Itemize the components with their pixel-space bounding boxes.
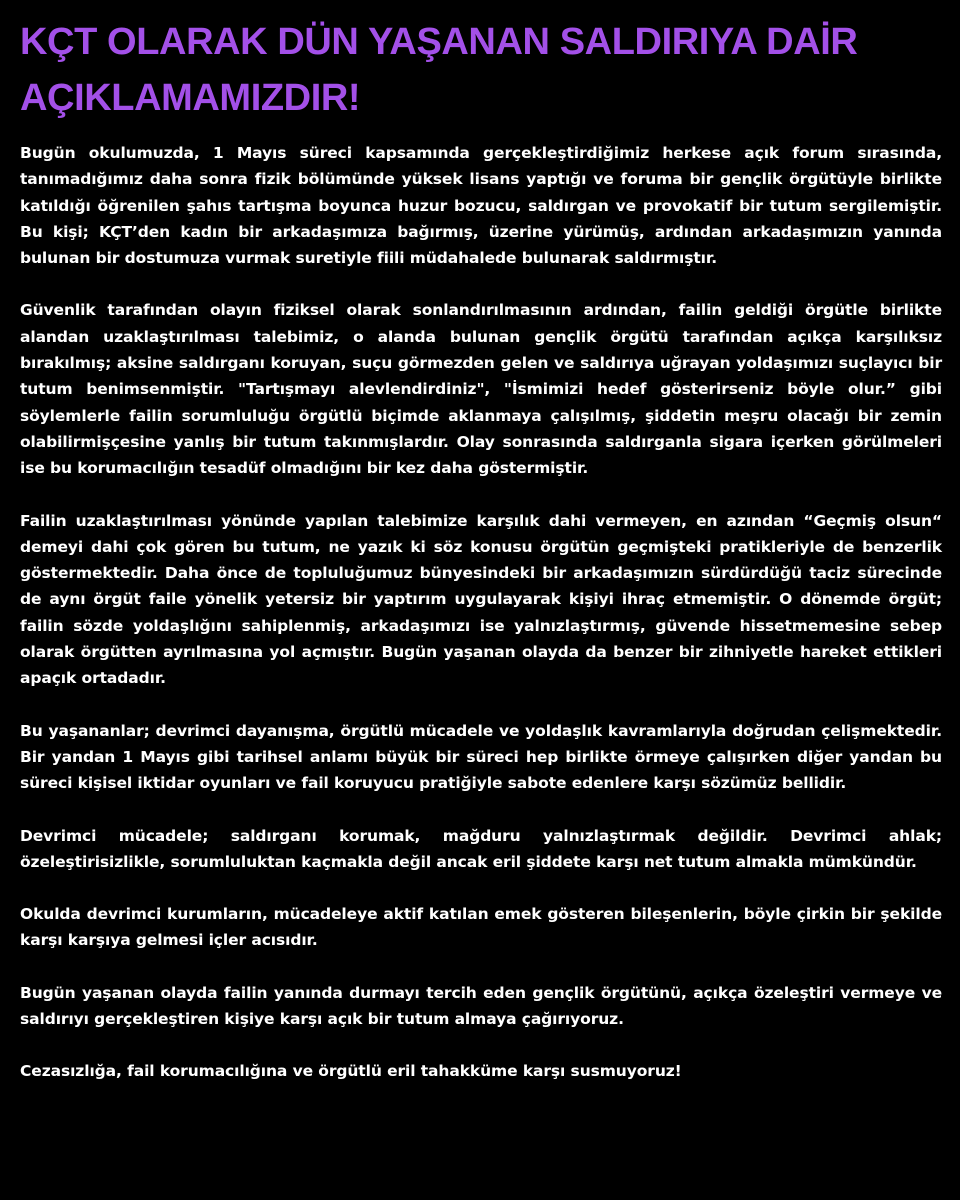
statement-title: KÇT OLARAK DÜN YAŞANAN SALDIRIYA DAİR AÇIKLAMAMIZDIR! [20,21,858,119]
paragraph-4: Bu yaşananlar; devrimci dayanışma, örgütlü mücadele ve yoldaşlık kavramlarıyla doğrudan çelişmektedir. Bir yandan 1 Mayıs gibi tarihsel anlamı büyük bir süreci hep birlikte örmeye çalışırken diğer yandan bu süreci kişisel iktidar oyunları ve fail koruyucu pratiğiyle sabote edenlere karşı sözümüz bellidir. [20,721,942,793]
paragraph-3: Failin uzaklaştırılması yönünde yapılan talebimize karşılık dahi vermeyen, en azından “Geçmiş olsun“ demeyi dahi çok gören bu tutum, ne yazık ki söz konusu örgütün geçmişteki pratikleriyle de benzerlik göstermektedir. Daha önce de topluluğumuz bünyesindeki bir arkadaşımızın sürdürdüğü taciz sürecinde de aynı örgüt faile yönelik yetersiz bir yaptırım uygulayarak kişiyi ihraç etmemiştir. O dönemde örgüt; failin sözde yoldaşlığını sahiplenmiş, arkadaşımızı ise yalnızlaştırmış, güvende hissetmemesine sebep olarak örgütten ayrılmasına yol açmıştır. Bugün yaşanan olayda da benzer bir zihniyetle hareket ettikleri apaçık ortadadır. [20,511,942,688]
statement-body [20,140,942,1085]
paragraph-5: Devrimci mücadele; saldırganı korumak, mağduru yalnızlaştırmak değildir. Devrimci ahlak; özeleştirisizlikle, sorumluluktan kaçmakla değil ancak eril şiddete karşı net tutum almakla mümkündür. [20,826,942,871]
paragraph-6: Okulda devrimci kurumların, mücadeleye aktif katılan emek gösteren bileşenlerin, böyle çirkin bir şekilde karşı karşıya gelmesi içler acısıdır. [20,905,942,950]
paragraph-8: Cezasızlığa, fail korumacılığına ve örgütlü eril tahakküme karşı susmuyoruz! [20,1062,682,1081]
paragraph-2: Güvenlik tarafından olayın fiziksel olarak sonlandırılmasının ardından, failin geldiği örgütle birlikte alandan uzaklaştırılması talebimiz, o alanda bulunan gençlik örgütü tarafından açıkça karşılıksız bırakılmış; aksine saldırganı koruyan, suçu görmezden gelen ve saldırıya uğrayan yoldaşımızı suçlayıcı bir tutum benimsenmiştir. "Tartışmayı alevlendirdiniz", "İsmimizi hedef gösterirseniz böyle olur.” gibi söylemlerle failin sorumluluğu örgütlü biçimde aklanmaya çalışılmış, şiddetin meşru olacağı bir zemin olabilirmişçesine yanlış bir tutum takınmışlardır. Olay sonrasında saldırganla sigara içerken görülmeleri ise bu korumacılığın tesadüf olmadığını bir kez daha göstermiştir. [20,301,942,478]
paragraph-7: Bugün yaşanan olayda failin yanında durmayı tercih eden gençlik örgütünü, açıkça özeleştiri vermeye ve saldırıyı gerçekleştiren kişiye karşı açık bir tutum almaya çağırıyoruz. [20,983,942,1029]
paragraph-1: Bugün okulumuzda, 1 Mayıs süreci kapsamında gerçekleştirdiğimiz herkese açık forum sırasında, tanımadığımız daha sonra fizik bölümünde yüksek lisans yaptığı ve foruma bir gençlik örgütüyle birlikte katıldığı öğrenilen şahıs tartışma boyunca huzur bozucu, saldırgan ve provokatif bir tutum sergilemiştir. Bu kişi; KÇT’den kadın bir arkadaşımıza bağırmış, üzerine yürümüş, ardından arkadaşımızın yanında bulunan bir dostumuza vurmak suretiyle fiili müdahalede bulunarak saldırmıştır. [20,144,942,268]
